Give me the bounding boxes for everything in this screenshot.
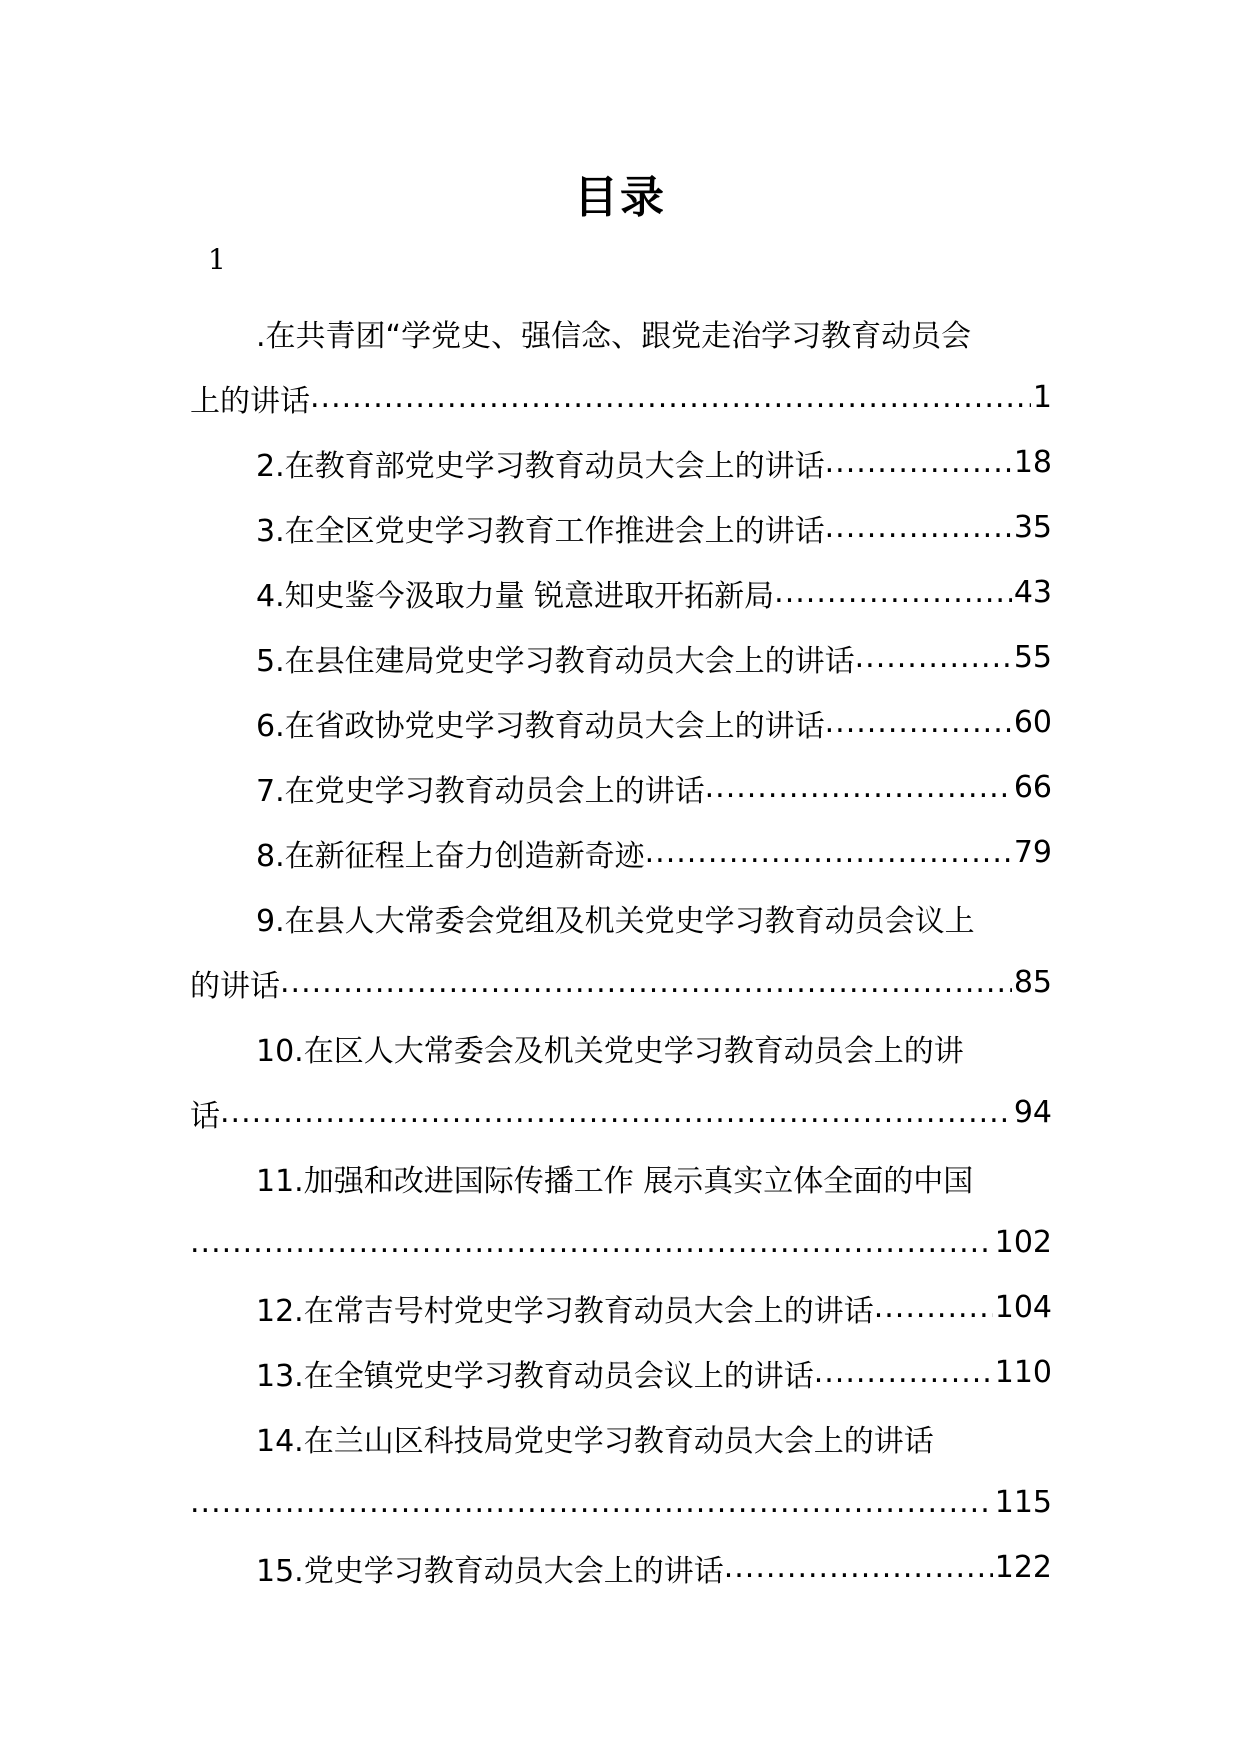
toc-entry-9-line-1[interactable] [190,885,1052,950]
dot-leader [705,770,1012,805]
toc-entry-1-line-1[interactable] [190,300,1052,365]
toc-entry-2[interactable] [190,430,1052,495]
page-title: 目录 [574,172,666,223]
toc-entry-5[interactable] [190,625,1052,690]
dot-leader [190,1225,993,1260]
toc-page-number: 60 [1013,705,1052,740]
toc-entry-13[interactable] [190,1340,1052,1405]
toc-entry-10-line-1[interactable] [190,1015,1052,1080]
toc-entry-title: 5.在县住建局党史学习教育动员大会上的讲话 [256,643,855,679]
toc-entry-title: 14.在兰山区科技局党史学习教育动员大会上的讲话 [256,1423,934,1459]
toc-page-number: 85 [1013,965,1052,1000]
dot-leader [774,575,1012,610]
toc-entry-15[interactable] [190,1535,1052,1600]
toc-entry-14-line-2[interactable] [190,1470,1052,1535]
toc-entry-title: 的讲话 [190,968,280,1004]
toc-entry-title: 4.知史鉴今汲取力量 锐意进取开拓新局 [256,578,775,614]
toc-entry-7[interactable] [190,755,1052,820]
dot-leader [280,965,1012,1000]
dot-leader [190,1485,993,1520]
toc-page-number: 94 [1013,1095,1052,1130]
dot-leader [825,510,1012,545]
toc-entry-title: 3.在全区党史学习教育工作推进会上的讲话 [256,513,825,549]
dot-leader [645,835,1012,870]
toc-page-number: 1 [1032,380,1052,415]
toc-page-number: 79 [1013,835,1052,870]
toc-page-number: 102 [994,1225,1052,1260]
toc-entry-1-line-2[interactable] [190,365,1052,430]
toc-page-number: 43 [1013,575,1052,610]
page-marker: 1 [208,243,226,276]
toc-entry-title: 11.加强和改进国际传播工作 展示真实立体全面的中国 [256,1163,974,1199]
toc-entry-title: 话 [190,1098,220,1134]
toc-entry-6[interactable] [190,690,1052,755]
toc-entry-title: 15.党史学习教育动员大会上的讲话 [256,1553,724,1589]
toc-entry-title: 8.在新征程上奋力创造新奇迹 [256,838,645,874]
dot-leader [874,1290,993,1325]
toc-entry-title: 上的讲话 [190,383,310,419]
toc-entry-14-line-1[interactable] [190,1405,1052,1470]
dot-leader [310,380,1031,415]
toc-entry-title: 6.在省政协党史学习教育动员大会上的讲话 [256,708,825,744]
toc-page-number: 66 [1013,770,1052,805]
toc-page-number: 35 [1013,510,1052,545]
toc-entry-title: .在共青团“学党史、强信念、跟党走治学习教育动员会 [256,318,972,354]
toc-entry-title: 2.在教育部党史学习教育动员大会上的讲话 [256,448,825,484]
dot-leader [814,1355,993,1390]
toc-entry-10-line-2[interactable] [190,1080,1052,1145]
dot-leader [825,445,1012,480]
toc-page-number: 115 [994,1485,1052,1520]
toc-entry-title: 7.在党史学习教育动员会上的讲话 [256,773,705,809]
toc-entry-title: 9.在县人大常委会党组及机关党史学习教育动员会议上 [256,903,975,939]
toc-entry-3[interactable] [190,495,1052,560]
toc-page-number: 122 [994,1550,1052,1585]
toc-page-number: 110 [994,1355,1052,1390]
toc-entry-title: 13.在全镇党史学习教育动员会议上的讲话 [256,1358,814,1394]
toc-entry-11-line-2[interactable] [190,1210,1052,1275]
dot-leader [855,640,1012,675]
toc-entry-11-line-1[interactable] [190,1145,1052,1210]
dot-leader [724,1550,993,1585]
dot-leader [220,1095,1012,1130]
dot-leader [825,705,1012,740]
toc-entry-title: 10.在区人大常委会及机关党史学习教育动员会上的讲 [256,1033,964,1069]
toc-page-number: 55 [1013,640,1052,675]
toc-entry-9-line-2[interactable] [190,950,1052,1015]
toc-page-number: 104 [994,1290,1052,1325]
toc-page-number: 18 [1013,445,1052,480]
toc-entry-4[interactable] [190,560,1052,625]
table-of-contents [190,300,1052,1600]
toc-entry-8[interactable] [190,820,1052,885]
toc-entry-title: 12.在常吉号村党史学习教育动员大会上的讲话 [256,1293,874,1329]
toc-entry-12[interactable] [190,1275,1052,1340]
